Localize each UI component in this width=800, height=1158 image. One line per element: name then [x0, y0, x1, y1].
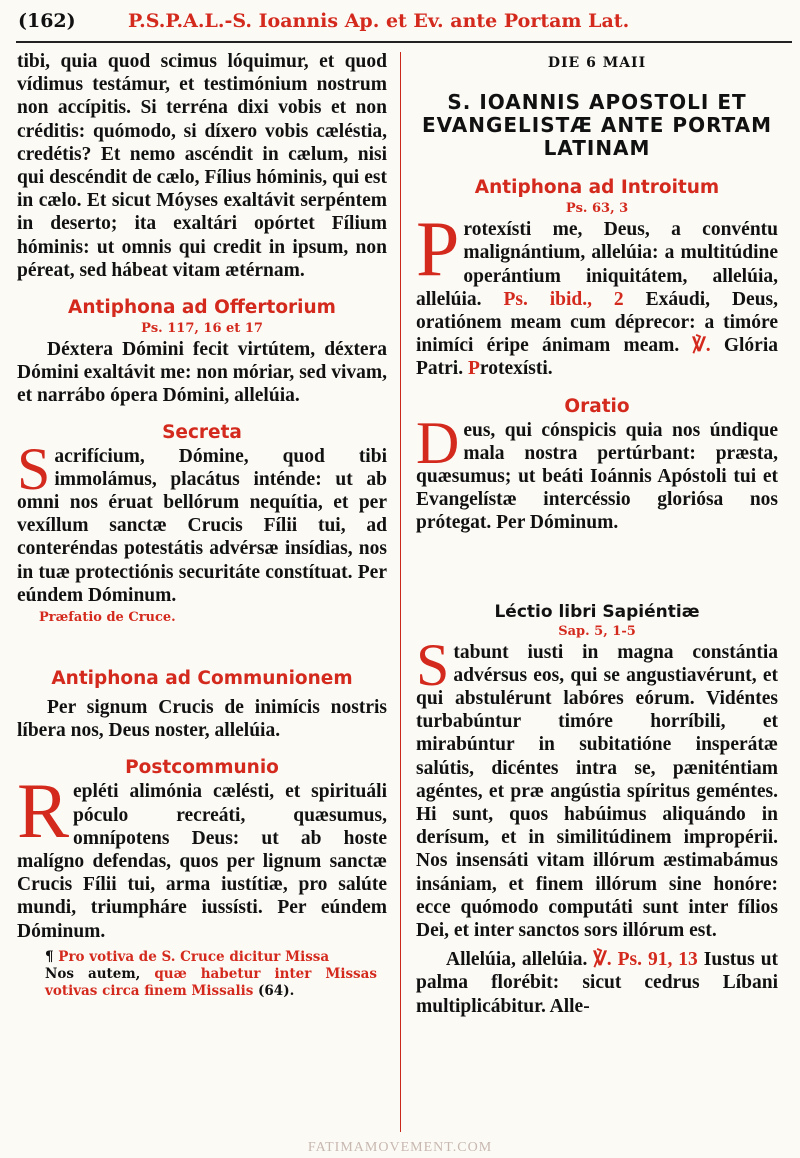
postcommunion-text: epléti alimónia cælésti, et spirituáli póculo recreáti, quæsumus, omnípotens Deus: ut ab hoste malígno defendas, quos per lignum sanctæ Crucis Fílii tui, arma iustítiæ, pro salúte mundi, triumpháre iussísti. Per eúndem Dóminum.: [17, 781, 387, 942]
votive-note-red: Pro votiva de S. Cruce dicitur Missa: [53, 948, 330, 965]
running-title: P.S.P.A.L.-S. Ioannis Ap. et Ev. ante Portam Lat.: [128, 10, 630, 32]
page-header: [0, 0, 800, 40]
secret-text: acrifícium, Dómine, quod tibi immolámus, placátus inténde: ut ab omni nos éruat bellórum nequítia, et per vexíllum sanctæ Crucis Fílii tui, ad conteréndas potestátis advérsæ insídias, nos in tuæ protectiónis securitáte constítuat. Per eúndem Dóminum.: [17, 445, 387, 606]
gospel-continuation: tibi, quia quod scimus lóquimur, et quod vídimus testámur, et testimónium nostrum non accípitis. Si terréna dixi vobis et non créditis: quómodo, si díxero vobis cæléstia, credétis? Et nemo ascéndit in cælum, nisi qui descéndit de cælo, Fílius hóminis, qui est in cælo. Et sicut Móyses exaltávit serpéntem in deserto; ita exaltári opórtet Fílium hóminis: ut omnis qui credit in ipsum, non péreat, sed hábeat vitam ætérnam.: [17, 51, 387, 281]
introit-psalm-ref: Ps. ibid., 2: [503, 288, 624, 310]
left-column: [17, 50, 387, 1000]
repeat-initial: P: [467, 358, 480, 380]
gloria-patri: Glória Patri.: [416, 335, 778, 380]
offertory-text: Déxtera Dómini fecit virtútem, déxtera Dómini exaltávit me: non móriar, sed vivam, et narrábo ópera Dómini, allelúia.: [17, 339, 387, 407]
drop-cap-s-lesson: S: [416, 631, 450, 698]
introit-psalm-text: Exáudi, Deus, oratiónem meam cum déprecor: a timóre inimíci éripe ánimam meam.: [416, 288, 778, 357]
feast-date: DIE 6 MAII: [547, 55, 647, 71]
votive-note: [45, 949, 377, 1000]
column-divider: [400, 52, 401, 1132]
votive-note-red-2: quæ habetur inter Missas votivas circa finem Missalis: [45, 965, 378, 999]
lesson-heading: Léctio libri Sapiéntiæ: [494, 601, 700, 622]
alleluia-paragraph: [416, 948, 778, 1018]
alleluia-verse: Iustus ut palma florébit: sicut cedrus Líbani multiplicábitur. Alle-: [416, 949, 779, 1017]
pilcrow-icon: ¶: [45, 948, 54, 965]
right-column: [416, 50, 778, 1018]
page-number: (162): [18, 10, 76, 32]
votive-note-black-2: (64).: [253, 982, 295, 999]
oratio-heading: Oratio: [564, 395, 630, 417]
drop-cap-d: D: [416, 409, 460, 476]
repeat-text: rotexísti.: [479, 358, 553, 380]
communion-heading: Antiphona ad Communionem: [51, 668, 353, 690]
oratio-text: eus, qui cónspicis quia nos úndique mala nostra pertúrbant: præsta, quæsumus; ut beáti Ioánnis Apóstoli tui et Evangelístæ intercéssio gloriósa nos prótegat. Per Dóminum.: [416, 419, 778, 534]
watermark: FATIMAMOVEMENT.COM: [307, 1140, 493, 1155]
header-rule: [16, 41, 792, 43]
oratio-paragraph: [416, 409, 778, 535]
votive-note-black: Nos autem,: [45, 965, 155, 982]
drop-cap-p: P: [416, 205, 460, 293]
alleluia-reference: Ps. 91, 13: [617, 949, 698, 971]
drop-cap-r: R: [17, 767, 70, 855]
lesson-reference: Sap. 5, 1-5: [558, 623, 636, 639]
feast-title: S. IOANNIS APOSTOLI ET EVANGELISTÆ ANTE PORTAM LATINAM: [421, 90, 773, 161]
preface-note: Præfatio de Cruce.: [39, 610, 176, 626]
introit-heading: Antiphona ad Introitum: [474, 177, 720, 199]
introit-text: rotexísti me, Deus, a convéntu malignántium, allelúia: a multitúdine operántium iniquitátem, allelúia, allelúia.: [416, 219, 778, 310]
versicle-icon: ℣.: [692, 335, 711, 357]
drop-cap-s: S: [17, 435, 51, 502]
communion-text: Per signum Crucis de inimícis nostris líbera nos, Deus noster, allelúia.: [17, 697, 387, 742]
secret-heading: Secreta: [162, 421, 242, 443]
alleluia-versicle-icon: ℣.: [593, 949, 612, 971]
offertory-heading: Antiphona ad Offertorium: [68, 297, 336, 319]
introit-reference: Ps. 63, 3: [565, 201, 629, 217]
offertory-reference: Ps. 117, 16 et 17: [141, 321, 263, 337]
lesson-text: tabunt iusti in magna constántia advérsus eos, qui se angustiavérunt, et qui abstulérunt labóres eórum. Vidéntes turbabúntur timóre horríbili, et mirabúntur in subitatióne insperátæ salútis, dicéntes intra se, pæniténtiam agéntes, et præ angústia spíritus geméntes. Hi sunt, quos habúimus aliquándo in derísum, et in similitúdinem impropérii. Nos insensáti vitam illórum æstimabámus insániam, et finem illórum sine honóre: ecce quómodo computáti sunt inter fílios Dei, et inter sanctos sors illórum est.: [416, 641, 778, 942]
postcommunion-heading: Postcommunio: [125, 757, 279, 779]
secret-paragraph: [17, 435, 387, 607]
alleluia-text: Allelúia, allelúia.: [446, 949, 588, 971]
